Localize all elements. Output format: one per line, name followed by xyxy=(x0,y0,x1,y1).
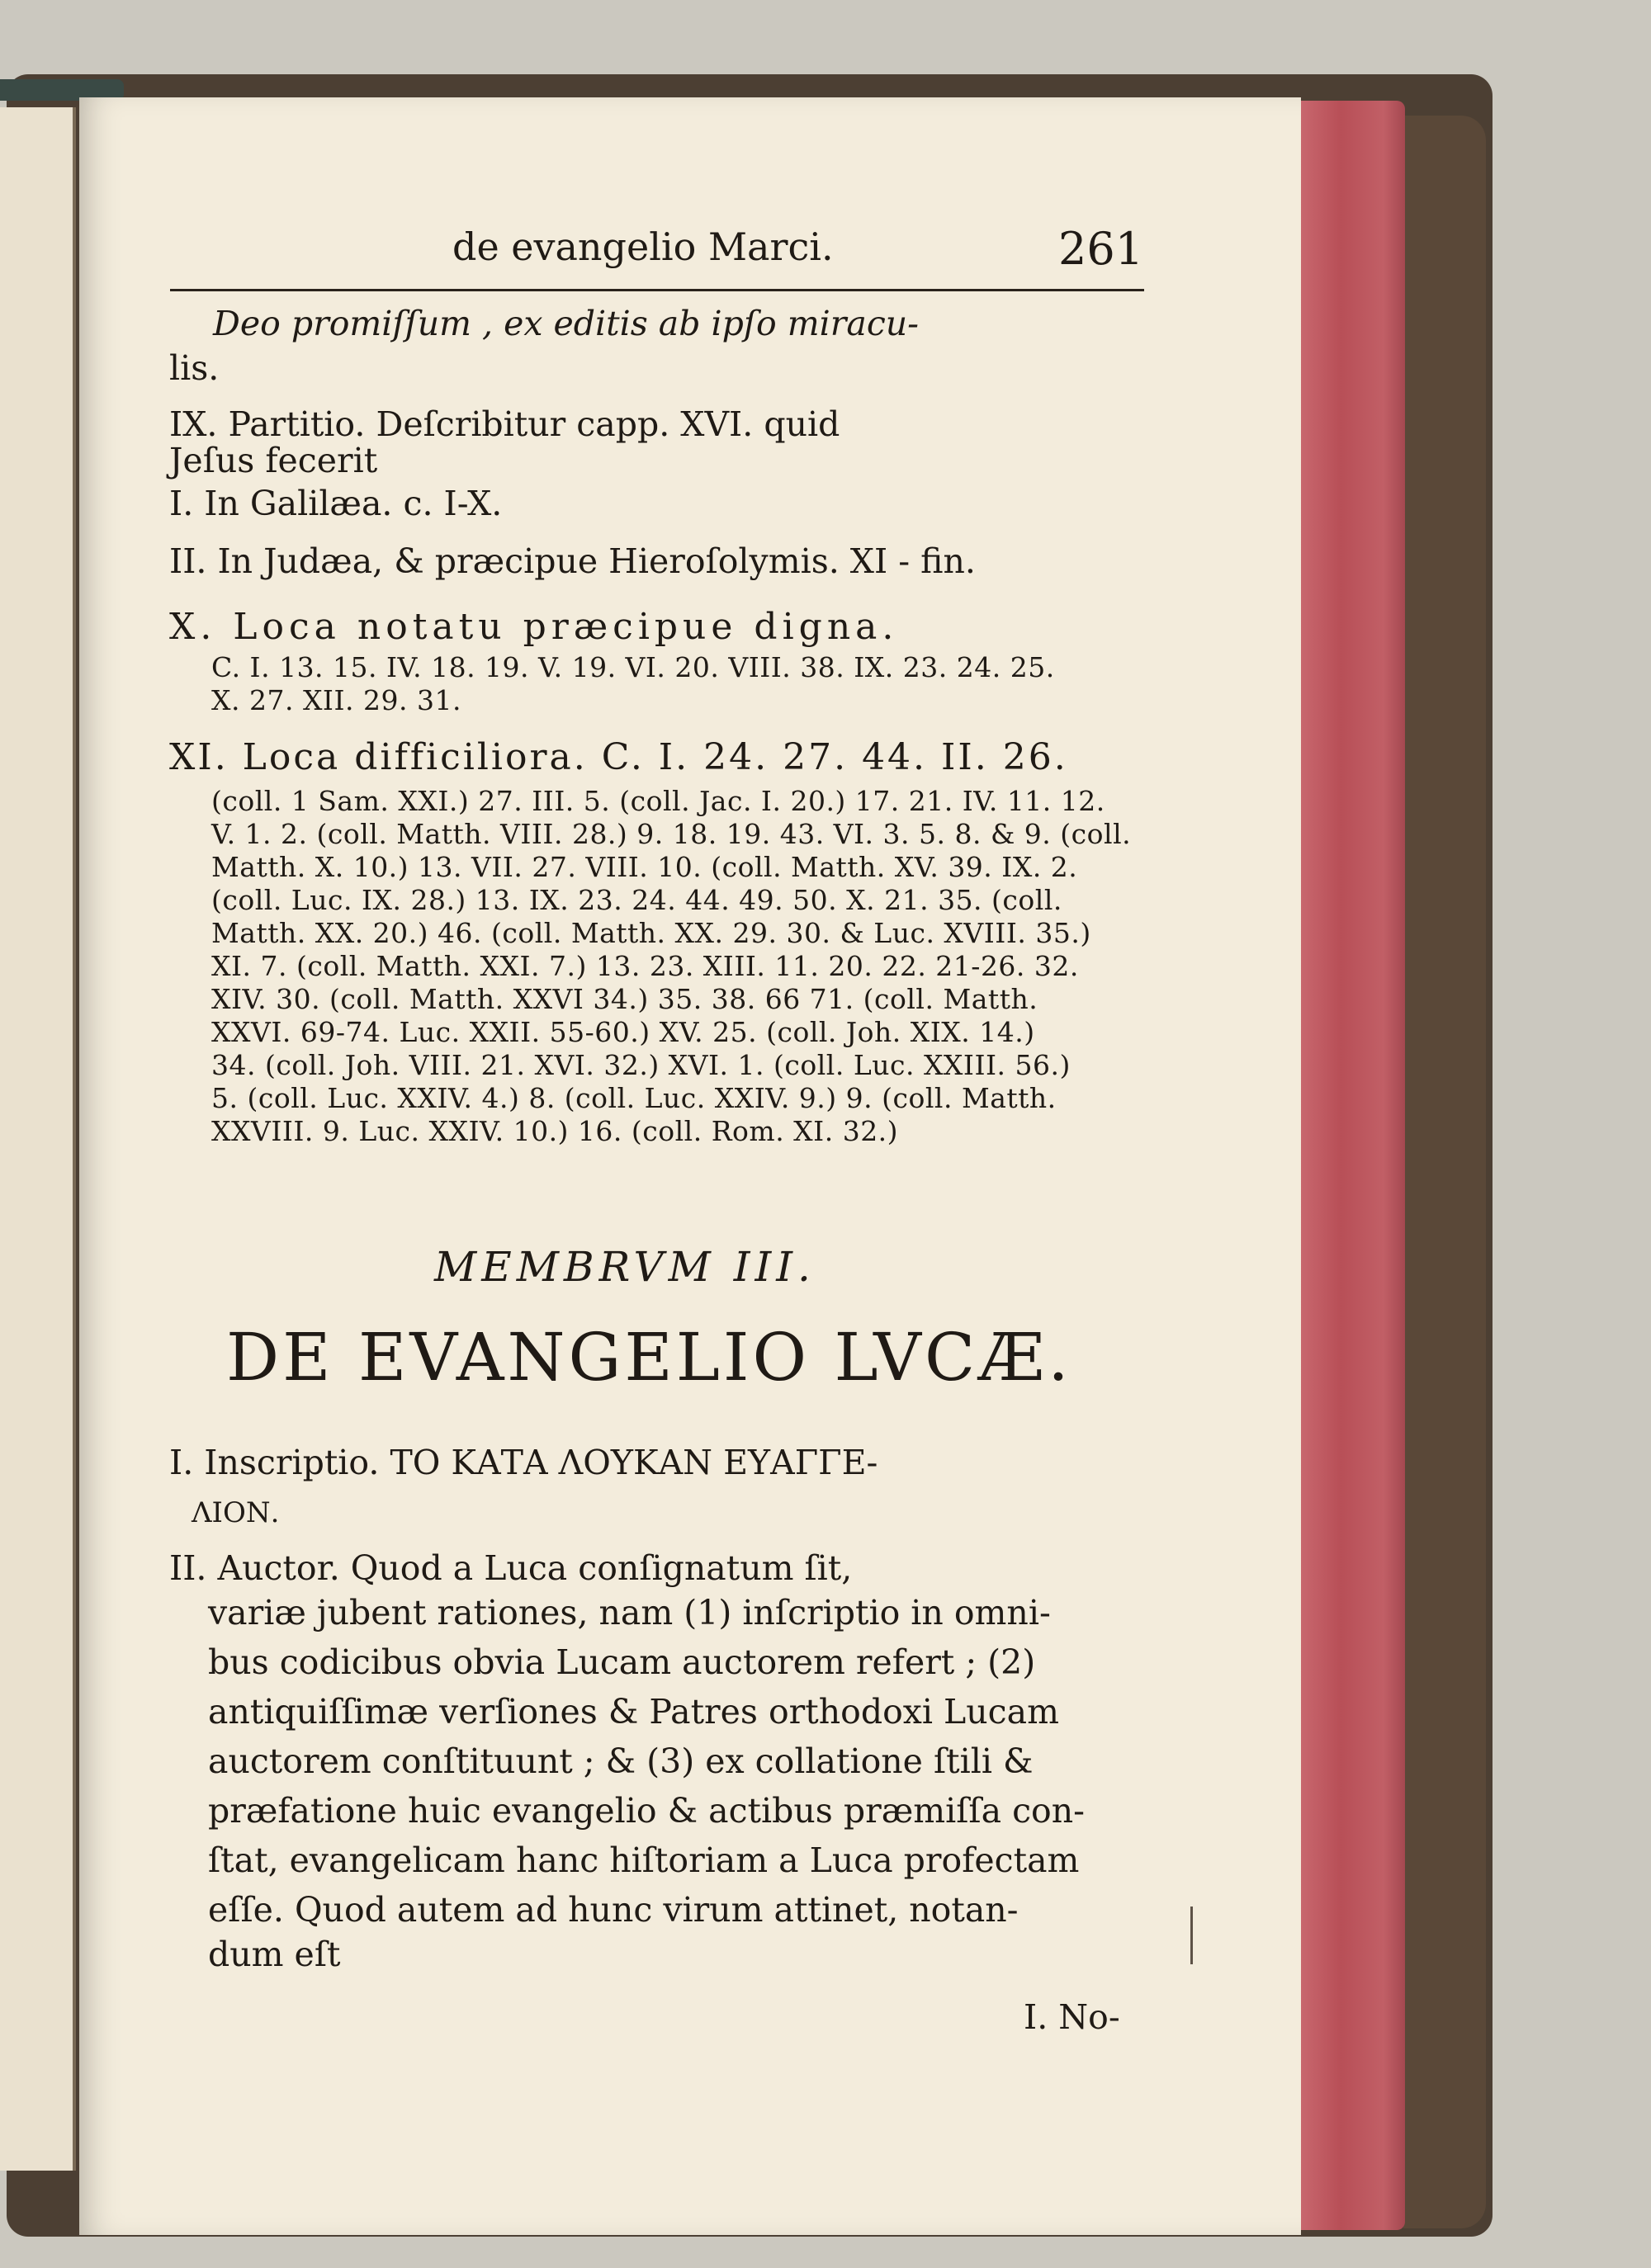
cover-edge xyxy=(1403,116,1486,2228)
text-line: bus codicibus obvia Lucam auctorem refert ; (2) xyxy=(208,1642,1036,1682)
section-title: DE EVANGELIO LVCÆ. xyxy=(226,1319,1072,1396)
text-line: ΛΙΟΝ. xyxy=(192,1496,280,1529)
text-line: II. In Judæa, & præcipue Hieroſolymis. XI - fin. xyxy=(169,541,976,581)
left-page-edge xyxy=(0,107,76,2171)
text-line: 34. (coll. Joh. VIII. 21. XVI. 32.) XVI. 1. (coll. Luc. XXIII. 56.) xyxy=(211,1049,1071,1081)
text-line: Matth. XX. 20.) 46. (coll. Matth. XX. 29. 30. & Luc. XVIII. 35.) xyxy=(211,917,1091,949)
text-line: Matth. X. 10.) 13. VII. 27. VIII. 10. (coll. Matth. XV. 39. IX. 2. xyxy=(211,851,1078,883)
text-line: C. I. 13. 15. IV. 18. 19. V. 19. VI. 20. VIII. 38. IX. 23. 24. 25. xyxy=(211,651,1055,683)
text-line: (coll. Luc. IX. 28.) 13. IX. 23. 24. 44. 49. 50. X. 21. 35. (coll. xyxy=(211,884,1062,916)
text-line: I. In Galilæa. c. I-X. xyxy=(169,484,503,523)
header-rule xyxy=(170,289,1144,291)
text-line: X. Loca notatu præcipue digna. xyxy=(169,606,899,648)
text-line: Deo promiſſum , ex editis ab ipſo miracu- xyxy=(213,304,920,343)
text-line: V. 1. 2. (coll. Matth. VIII. 28.) 9. 18. 19. 43. VI. 3. 5. 8. & 9. (coll. xyxy=(211,818,1132,850)
text-line: XXVI. 69-74. Luc. XXII. 55-60.) XV. 25. (coll. Joh. XIX. 14.) xyxy=(211,1016,1035,1048)
text-line: præfatione huic evangelio & actibus præmiſſa con- xyxy=(208,1791,1085,1831)
text-line: lis. xyxy=(169,348,220,388)
text-line: XXVIII. 9. Luc. XXIV. 10.) 16. (coll. Rom. XI. 32.) xyxy=(211,1115,899,1147)
text-line: Jeſus fecerit xyxy=(169,441,378,480)
text-line: variæ jubent rationes, nam (1) inſcriptio in omni- xyxy=(208,1593,1051,1632)
text-line: dum eſt xyxy=(208,1935,341,1974)
membrum-heading: MEMBRVM III. xyxy=(434,1243,816,1291)
text-line: XIV. 30. (coll. Matth. XXVI 34.) 35. 38. 66 71. (coll. Matth. xyxy=(211,983,1038,1015)
catchword: I. No- xyxy=(1024,1997,1120,2037)
text-line: II. Auctor. Quod a Luca conſignatum ſit, xyxy=(169,1548,853,1588)
text-line: (coll. 1 Sam. XXI.) 27. III. 5. (coll. Jac. I. 20.) 17. 21. IV. 11. 12. xyxy=(211,785,1105,817)
margin-mark xyxy=(1190,1907,1193,1964)
red-page-edges xyxy=(1298,101,1405,2230)
text-line: eſſe. Quod autem ad hunc virum attinet, notan- xyxy=(208,1890,1019,1930)
text-line: ſtat, evangelicam hanc hiſtoriam a Luca profectam xyxy=(208,1840,1080,1880)
text-line: 5. (coll. Luc. XXIV. 4.) 8. (coll. Luc. XXIV. 9.) 9. (coll. Matth. xyxy=(211,1082,1057,1114)
text-line: auctorem conſtituunt ; & (3) ex collatione ſtili & xyxy=(208,1741,1034,1781)
text-line: IX. Partitio. Deſcribitur capp. XVI. quid xyxy=(169,404,840,444)
text-line: X. 27. XII. 29. 31. xyxy=(211,684,461,716)
text-line: antiquiſſimæ verſiones & Patres orthodoxi Lucam xyxy=(208,1692,1059,1732)
page-number: 261 xyxy=(1058,223,1144,275)
running-title: de evangelio Marci. xyxy=(452,224,834,269)
text-line: XI. Loca difficiliora. C. I. 24. 27. 44. II. 26. xyxy=(169,736,1068,778)
text-line: XI. 7. (coll. Matth. XXI. 7.) 13. 23. XIII. 11. 20. 22. 21-26. 32. xyxy=(211,950,1079,982)
text-line: I. Inscriptio. ΤΟ ΚΑΤΑ ΛΟΥΚΑΝ ΕΥΑΓΓΕ- xyxy=(169,1443,878,1482)
